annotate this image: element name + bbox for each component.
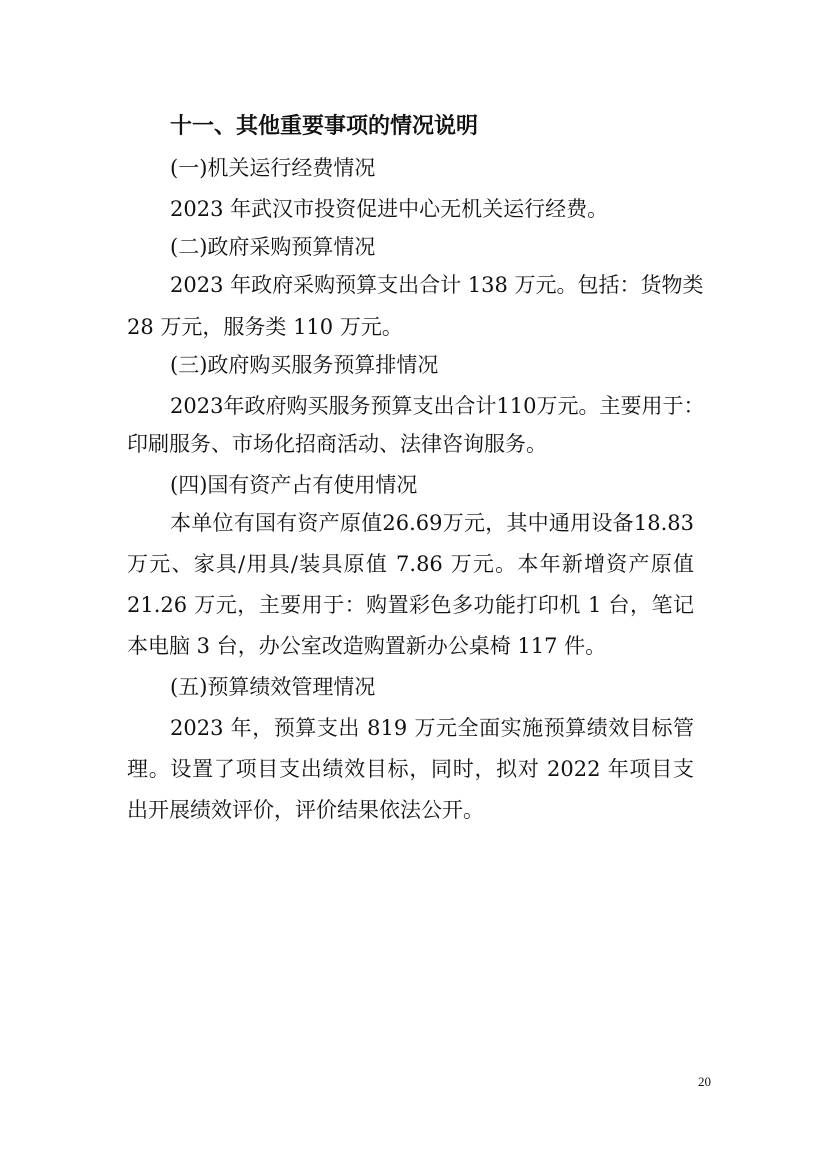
paragraph-line: 2023 年武汉市投资促进中心无机关运行经费。	[170, 197, 609, 221]
paragraph-line: 本单位有国有资产原值26.69万元，其中通用设备18.83	[170, 511, 694, 535]
paragraph-line: 理。设置了项目支出绩效目标，同时，拟对 2022 年项目支	[127, 757, 694, 781]
paragraph-line: 本电脑 3 台，办公室改造购置新办公桌椅 117 件。	[127, 634, 607, 658]
paragraph-line: 印刷服务、市场化招商活动、法律咨询服务。	[127, 432, 547, 456]
paragraph-line: 万元、家具/用具/装具原值 7.86 万元。本年新增资产原值	[127, 552, 694, 576]
subsection-title-5: (五)预算绩效管理情况	[170, 675, 376, 699]
paragraph-line: 28 万元，服务类 110 万元。	[127, 315, 403, 339]
paragraph-line: 2023 年政府采购预算支出合计 138 万元。包括：货物类	[170, 273, 704, 297]
subsection-title-1: (一)机关运行经费情况	[170, 156, 376, 180]
paragraph-line: 21.26 万元，主要用于：购置彩色多功能打印机 1 台，笔记	[127, 593, 694, 617]
page-number: 20	[698, 1074, 711, 1089]
paragraph-line: 2023年政府购买服务预算支出合计110万元。主要用于：	[170, 394, 705, 418]
subsection-title-2: (二)政府采购预算情况	[170, 235, 376, 259]
subsection-title-3: (三)政府购买服务预算排情况	[170, 353, 439, 377]
section-heading: 十一、其他重要事项的情况说明	[170, 114, 479, 139]
paragraph-line: 2023 年，预算支出 819 万元全面实施预算绩效目标管	[170, 716, 694, 740]
paragraph-line: 出开展绩效评价，评价结果依法公开。	[127, 798, 484, 822]
subsection-title-4: (四)国有资产占有使用情况	[170, 473, 418, 497]
